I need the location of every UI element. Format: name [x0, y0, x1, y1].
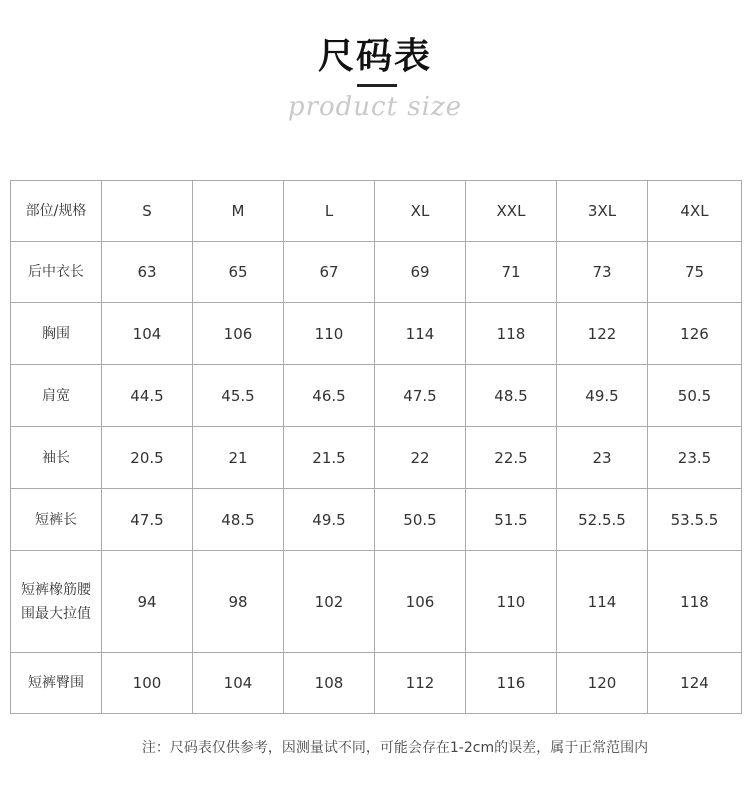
table-cell: 44.5	[102, 365, 193, 427]
table-cell: 69	[375, 242, 466, 303]
table-cell: 120	[557, 653, 648, 714]
table-cell: 49.5	[557, 365, 648, 427]
row-label: 短裤橡筋腰围最大拉值	[11, 551, 102, 653]
table-cell: 122	[557, 303, 648, 365]
table-cell: 102	[284, 551, 375, 653]
table-cell: 49.5	[284, 489, 375, 551]
page-subtitle: product size	[287, 92, 463, 122]
header-cell: 3XL	[557, 181, 648, 242]
row-label: 胸围	[11, 303, 102, 365]
table-cell: 51.5	[466, 489, 557, 551]
header-cell: S	[102, 181, 193, 242]
header-cell: XL	[375, 181, 466, 242]
table-cell: 45.5	[193, 365, 284, 427]
table-cell: 21.5	[284, 427, 375, 489]
row-label: 短裤长	[11, 489, 102, 551]
table-cell: 118	[648, 551, 742, 653]
table-cell: 65	[193, 242, 284, 303]
table-cell: 48.5	[193, 489, 284, 551]
table-cell: 124	[648, 653, 742, 714]
table-row	[11, 551, 742, 653]
table-cell: 50.5	[375, 489, 466, 551]
table-cell: 21	[193, 427, 284, 489]
table-cell: 126	[648, 303, 742, 365]
table-row	[11, 489, 742, 551]
table-cell: 100	[102, 653, 193, 714]
table-cell: 106	[375, 551, 466, 653]
table-cell: 104	[102, 303, 193, 365]
table-row	[11, 242, 742, 303]
header-cell: 4XL	[648, 181, 742, 242]
header-cell: XXL	[466, 181, 557, 242]
table-row	[11, 427, 742, 489]
table-cell: 112	[375, 653, 466, 714]
table-cell: 110	[466, 551, 557, 653]
table-cell: 47.5	[375, 365, 466, 427]
header-cell: 部位/规格	[11, 181, 102, 242]
row-label: 肩宽	[11, 365, 102, 427]
table-row	[11, 653, 742, 714]
table-cell: 52.5.5	[557, 489, 648, 551]
table-cell: 118	[466, 303, 557, 365]
table-cell: 53.5.5	[648, 489, 742, 551]
table-cell: 114	[375, 303, 466, 365]
table-cell: 22	[375, 427, 466, 489]
table-cell: 23.5	[648, 427, 742, 489]
table-cell: 63	[102, 242, 193, 303]
table-cell: 50.5	[648, 365, 742, 427]
table-cell: 48.5	[466, 365, 557, 427]
table-cell: 108	[284, 653, 375, 714]
table-header-row	[11, 181, 742, 242]
row-label: 短裤臀围	[11, 653, 102, 714]
table-cell: 71	[466, 242, 557, 303]
footnote: 注：尺码表仅供参考，因测量试不同，可能会存在1-2cm的误差，属于正常范围内	[141, 740, 649, 756]
table-cell: 47.5	[102, 489, 193, 551]
table-cell: 114	[557, 551, 648, 653]
page-title: 尺码表	[317, 35, 432, 77]
size-table	[10, 180, 742, 714]
table-cell: 67	[284, 242, 375, 303]
table-cell: 73	[557, 242, 648, 303]
table-cell: 75	[648, 242, 742, 303]
table-cell: 110	[284, 303, 375, 365]
table-row	[11, 303, 742, 365]
row-label: 袖长	[11, 427, 102, 489]
table-cell: 106	[193, 303, 284, 365]
table-cell: 23	[557, 427, 648, 489]
table-cell: 20.5	[102, 427, 193, 489]
table-cell: 98	[193, 551, 284, 653]
table-cell: 46.5	[284, 365, 375, 427]
table-cell: 104	[193, 653, 284, 714]
table-cell: 116	[466, 653, 557, 714]
row-label: 后中衣长	[11, 242, 102, 303]
table-cell: 22.5	[466, 427, 557, 489]
header-cell: L	[284, 181, 375, 242]
table-cell: 94	[102, 551, 193, 653]
title-underline	[357, 84, 397, 87]
header-cell: M	[193, 181, 284, 242]
table-row	[11, 365, 742, 427]
